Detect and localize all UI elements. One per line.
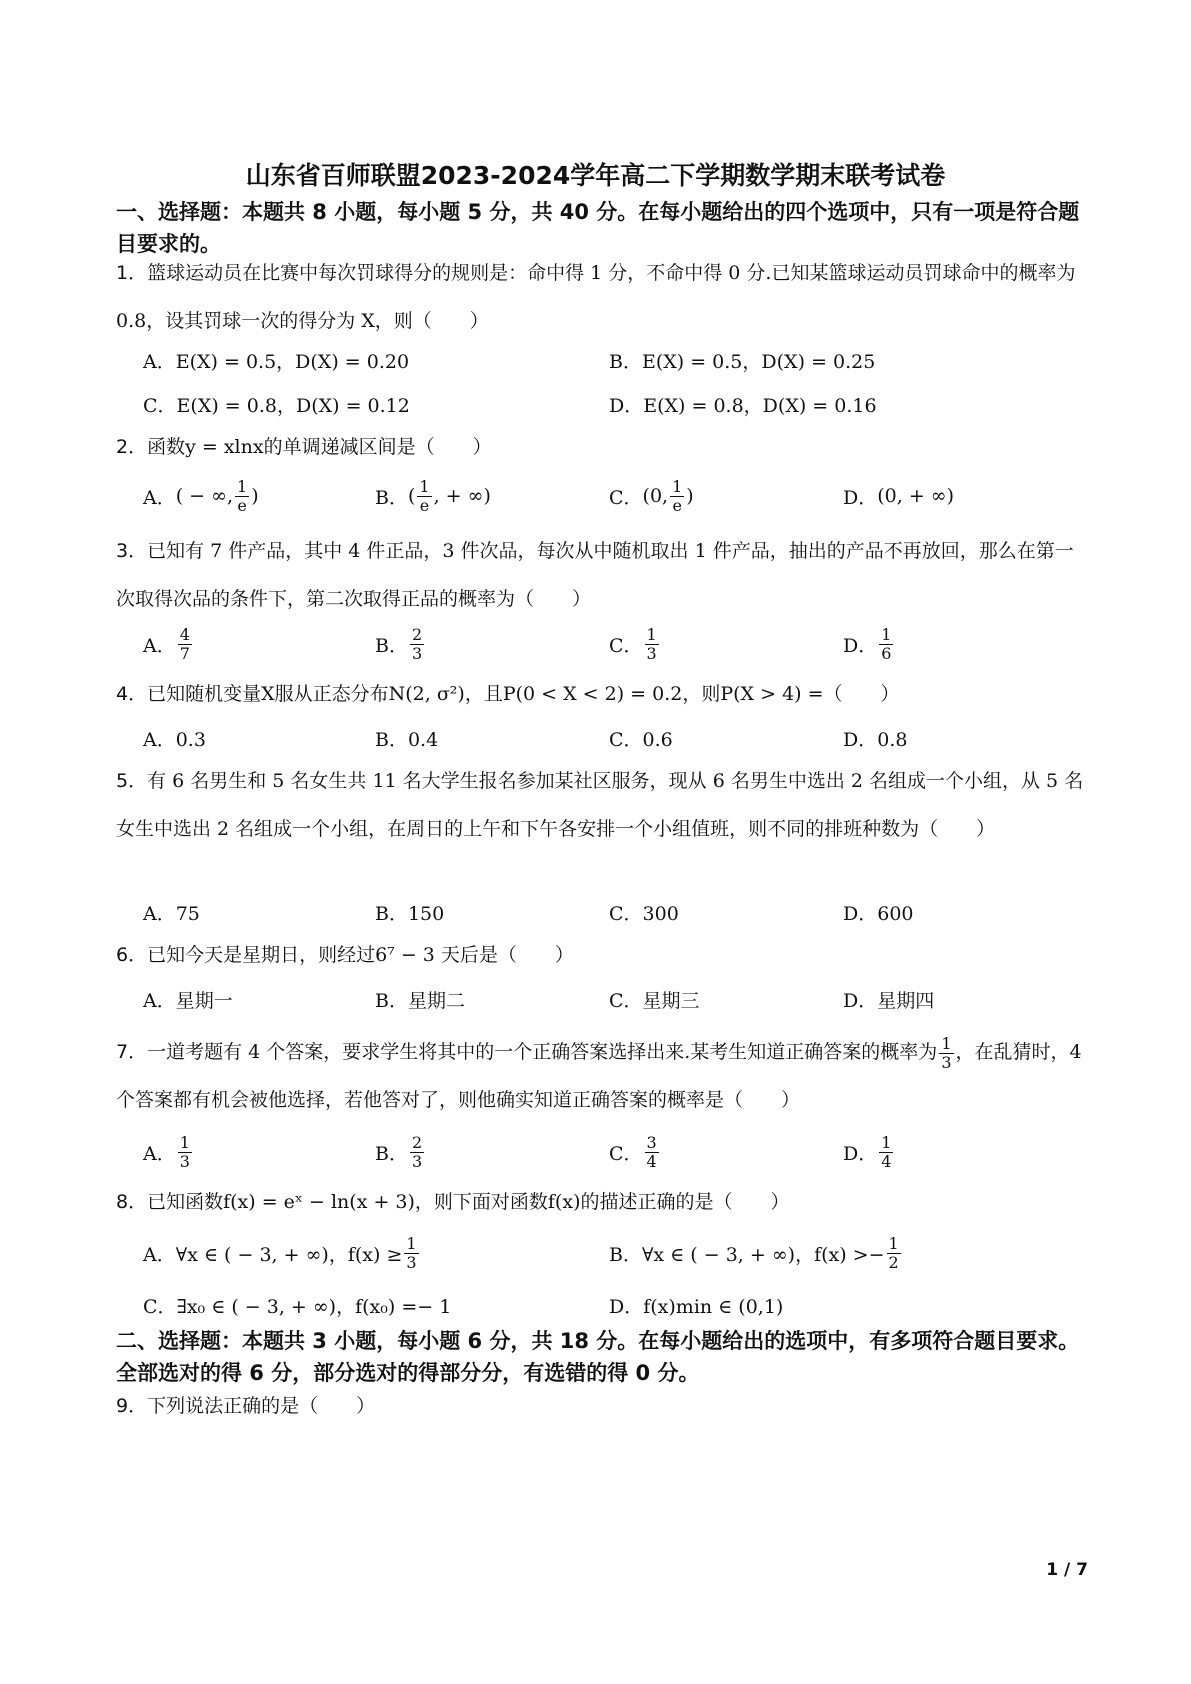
q7-options bbox=[143, 1132, 1103, 1172]
question-3 bbox=[116, 527, 1086, 623]
question-text-cont: ，在乱猜时，4 个答案都有机会被他选择，若他答对了，则他确实知道正确答案的概率是（ ） bbox=[116, 1041, 1082, 1111]
question-7 bbox=[116, 1028, 1086, 1124]
q2-option-c: C． (0, $\frac{1}{e}$ ) bbox=[609, 476, 694, 515]
question-number: 7． bbox=[116, 1041, 148, 1063]
q7-option-d: D． $\frac{1}{4}$ bbox=[843, 1132, 892, 1171]
q1-options-row-1 bbox=[143, 340, 1103, 380]
fraction: $\frac{1}{3}$ bbox=[406, 1233, 417, 1272]
q4-options bbox=[143, 718, 1103, 758]
question-1 bbox=[116, 249, 1086, 345]
q4-option-a: A．0.3 bbox=[143, 728, 206, 751]
q7-option-b: B． $\frac{2}{3}$ bbox=[375, 1132, 423, 1171]
q8-option-d: D．f(x)min ∈ (0,1) bbox=[609, 1295, 784, 1318]
q3-option-b: B． $\frac{2}{3}$ bbox=[375, 624, 423, 663]
page-title: 山东省百师联盟2023-2024学年高二下学期数学期末联考试卷 bbox=[245, 161, 946, 190]
fraction: $\frac{1}{e}$ bbox=[419, 476, 430, 515]
question-number: 9． bbox=[116, 1395, 148, 1417]
question-text: 篮球运动员在比赛中每次罚球得分的规则是：命中得 1 分，不命中得 0 分.已知某篮球运动员罚球命中的概率为 0.8，设其罚球一次的得分为 X，则（ ） bbox=[116, 262, 1076, 332]
q6-option-a: A．星期一 bbox=[143, 989, 233, 1012]
q4-option-c: C．0.6 bbox=[609, 728, 673, 751]
question-number: 5． bbox=[116, 770, 148, 792]
q5-option-c: C．300 bbox=[609, 902, 679, 925]
q1-options-row-2 bbox=[143, 384, 1103, 424]
q3-option-d: D． $\frac{1}{6}$ bbox=[843, 624, 892, 663]
fraction: $\frac{1}{2}$ bbox=[888, 1233, 899, 1272]
fraction: $\frac{4}{7}$ bbox=[179, 624, 190, 663]
q4-option-d: D．0.8 bbox=[843, 728, 908, 751]
q6-option-d: D．星期四 bbox=[843, 989, 935, 1012]
q8-options-row-2 bbox=[143, 1285, 1103, 1325]
q2-option-a: A． ( − ∞, $\frac{1}{e}$ ) bbox=[143, 476, 259, 515]
fraction: $\frac{1}{6}$ bbox=[881, 624, 892, 663]
question-text: 已知随机变量X服从正态分布N(2, σ²)，且P(0 < X < 2) = 0.2，则P(X > 4) =（ ） bbox=[147, 683, 900, 705]
page-number: 1 / 7 bbox=[1046, 1560, 1088, 1580]
question-number: 8． bbox=[116, 1191, 148, 1213]
question-text: 函数y = xlnx的单调递减区间是（ ） bbox=[147, 436, 492, 458]
q6-options bbox=[143, 979, 1103, 1019]
question-number: 6． bbox=[116, 944, 148, 966]
fraction: $\frac{3}{4}$ bbox=[646, 1132, 657, 1171]
section-1-header: 一、选择题：本题共 8 小题，每小题 5 分，共 40 分。在每小题给出的四个选项中，只有一项是符合题目要求的。 bbox=[116, 200, 1080, 256]
question-number: 1． bbox=[116, 262, 148, 284]
question-2 bbox=[116, 423, 1086, 471]
fraction: $\frac{1}{3}$ bbox=[941, 1033, 952, 1072]
question-text: 已知函数f(x) = eˣ − ln(x + 3)，则下面对函数f(x)的描述正确的是（ ） bbox=[147, 1191, 790, 1213]
q7-option-c: C． $\frac{3}{4}$ bbox=[609, 1132, 657, 1171]
fraction: $\frac{2}{3}$ bbox=[411, 624, 423, 663]
q3-options bbox=[143, 624, 1103, 664]
q2-options bbox=[143, 476, 1103, 516]
q5-option-a: A．75 bbox=[143, 902, 200, 925]
q1-option-d: D．E(X) = 0.8，D(X) = 0.16 bbox=[609, 394, 877, 417]
q6-option-c: C．星期三 bbox=[609, 989, 700, 1012]
q5-options bbox=[143, 892, 1103, 932]
question-9 bbox=[116, 1382, 1086, 1430]
fraction: $\frac{1}{3}$ bbox=[179, 1132, 190, 1171]
question-5 bbox=[116, 757, 1086, 853]
question-8 bbox=[116, 1178, 1086, 1226]
question-text: 有 6 名男生和 5 名女生共 11 名大学生报名参加某社区服务，现从 6 名男生中选出 2 名组成一个小组，从 5 名女生中选出 2 名组成一个小组，在周日的上午和下午各安排一个小组值班，则不同的排班种数为（ ） bbox=[116, 770, 1084, 840]
q8-option-b: B．∀x ∈ ( − 3, + ∞)，f(x) >− $\frac{1}{2}$ bbox=[609, 1233, 899, 1272]
q8-options-row-1 bbox=[143, 1233, 1103, 1273]
fraction: $\frac{1}{e}$ bbox=[672, 476, 683, 515]
fraction: $\frac{1}{3}$ bbox=[646, 624, 657, 663]
fraction: $\frac{2}{3}$ bbox=[411, 1132, 423, 1171]
question-4 bbox=[116, 670, 1086, 718]
q5-option-d: D．600 bbox=[843, 902, 914, 925]
q6-option-b: B．星期二 bbox=[375, 989, 465, 1012]
q5-option-b: B．150 bbox=[375, 902, 445, 925]
question-number: 4． bbox=[116, 683, 148, 705]
question-text: 下列说法正确的是（ ） bbox=[147, 1395, 376, 1417]
fraction: $\frac{1}{4}$ bbox=[881, 1132, 892, 1171]
q2-option-d: D． (0, + ∞) bbox=[843, 485, 955, 509]
q1-option-c: C．E(X) = 0.8，D(X) = 0.12 bbox=[143, 394, 410, 417]
question-text: 已知有 7 件产品，其中 4 件正品，3 件次品，每次从中随机取出 1 件产品，抽出的产品不再放回，那么在第一次取得次品的条件下，第二次取得正品的概率为（ ） bbox=[116, 540, 1074, 610]
question-6 bbox=[116, 931, 1086, 979]
fraction: $\frac{1}{e}$ bbox=[237, 476, 248, 515]
q3-option-a: A． $\frac{4}{7}$ bbox=[143, 624, 190, 663]
q7-option-a: A． $\frac{1}{3}$ bbox=[143, 1132, 190, 1171]
q1-option-a: A．E(X) = 0.5，D(X) = 0.20 bbox=[143, 350, 410, 373]
q1-option-b: B．E(X) = 0.5，D(X) = 0.25 bbox=[609, 350, 876, 373]
q2-option-b: B． ( $\frac{1}{e}$ , + ∞) bbox=[375, 476, 491, 515]
section-2-header: 二、选择题：本题共 3 小题，每小题 6 分，共 18 分。在每小题给出的选项中，有多项符合题目要求。全部选对的得 6 分，部分选对的得部分分，有选错的得 0 分。 bbox=[116, 1329, 1080, 1385]
q3-option-c: C． $\frac{1}{3}$ bbox=[609, 624, 657, 663]
q8-option-a: A．∀x ∈ ( − 3, + ∞)，f(x) ≥ $\frac{1}{3}$ bbox=[143, 1233, 417, 1272]
q4-option-b: B．0.4 bbox=[375, 728, 439, 751]
q8-option-c: C．∃x₀ ∈ ( − 3, + ∞)，f(x₀) =− 1 bbox=[143, 1295, 452, 1318]
question-number: 3． bbox=[116, 540, 148, 562]
question-text: 一道考题有 4 个答案，要求学生将其中的一个正确答案选择出来.某考生知道正确答案的概率为 bbox=[147, 1041, 938, 1063]
question-number: 2． bbox=[116, 436, 148, 458]
question-text: 已知今天是星期日，则经过6⁷ − 3 天后是（ ） bbox=[147, 944, 574, 966]
